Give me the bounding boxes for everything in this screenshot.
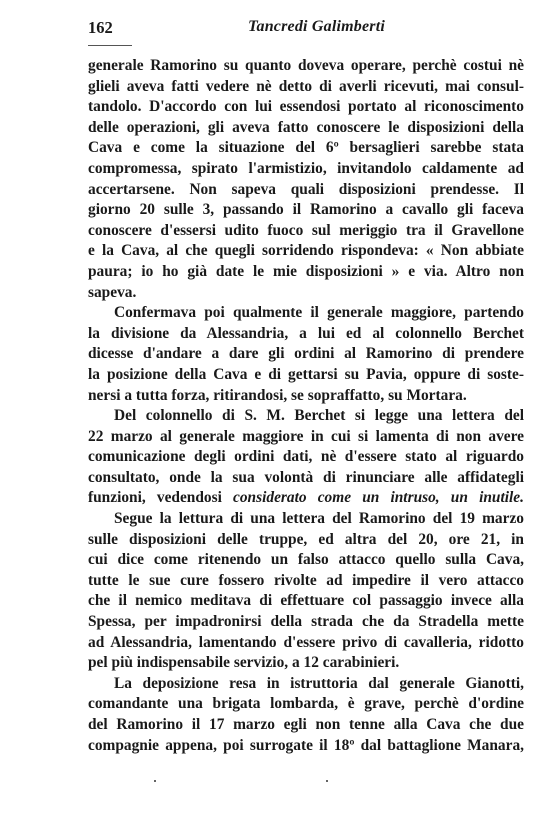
text-line xyxy=(88,488,524,509)
text-line-content: e la Cava, al che quegli sorridendo rispondeva: « Non abbiate xyxy=(88,242,524,260)
text-line-content: giorno 20 sulle 3, passando il Ramorino a cavallo gli faceva xyxy=(88,201,524,219)
text-line-content: ad Alessandria, lamentando d'essere privo di cavalleria, ridotto xyxy=(88,633,524,651)
text-line-content: sapeva. xyxy=(88,283,137,301)
text-line-content: Confermava poi qualmente il generale maggiore, partendo xyxy=(114,304,524,322)
text-line xyxy=(88,365,524,386)
text-line-content: tandolo. D'accordo con lui essendosi portato al riconoscimento xyxy=(88,98,524,116)
text-line xyxy=(88,427,524,448)
header-rule xyxy=(88,45,132,46)
text-line xyxy=(88,344,524,365)
body-text xyxy=(88,56,524,756)
text-line-content: delle operazioni, gli aveva fatto conoscere le disposizioni della xyxy=(88,118,524,136)
text-line-content: comunicazione degli ordini dati, nè d'essere stato al riguardo xyxy=(88,448,524,466)
text-line-content: dicesse d'andare a dare gli ordini al Ramorino di prendere xyxy=(88,345,524,363)
text-line xyxy=(88,97,524,118)
text-line xyxy=(88,159,524,180)
page-number: 162 xyxy=(88,18,113,37)
text-line xyxy=(88,241,524,262)
text-line-content: compromessa, spirato l'armistizio, invitandolo caldamente ad xyxy=(88,159,524,177)
text-line xyxy=(88,674,524,695)
text-line xyxy=(88,612,524,633)
text-line xyxy=(88,653,524,674)
text-line-content: la divisione da Alessandria, a lui ed al colonnello Berchet xyxy=(88,324,524,342)
text-line xyxy=(88,715,524,736)
text-line-content: consultato, onde la sua volontà di rinunciare alle affidategli xyxy=(88,468,524,486)
text-line xyxy=(88,180,524,201)
text-line xyxy=(88,694,524,715)
text-line-content: cui dice come ritenendo un falso attacco quello sulla Cava, xyxy=(88,551,524,569)
text-line-content: Segue la lettura di una lettera del Ramorino del 19 marzo xyxy=(114,510,524,528)
text-line xyxy=(88,550,524,571)
text-line xyxy=(88,468,524,489)
text-line-content: comandante una brigata lombarda, è grave, perchè d'ordine xyxy=(88,695,524,713)
text-line-content: 22 marzo al generale maggiore in cui si lamenta di non avere xyxy=(88,427,524,445)
print-speck xyxy=(326,780,328,782)
text-line xyxy=(88,303,524,324)
text-line xyxy=(88,262,524,283)
italic-phrase: considerato come un intruso, un inutile. xyxy=(233,489,524,507)
text-line xyxy=(88,283,524,304)
text-line xyxy=(88,324,524,345)
text-line xyxy=(88,530,524,551)
text-line xyxy=(88,447,524,468)
running-head: Tancredi Galimberti xyxy=(248,18,385,35)
text-line-content: sulle disposizioni delle truppe, ed altra del 20, ore 21, in xyxy=(88,530,524,548)
text-line-content: nersi a tutta forza, ritirandosi, se sopraffatto, su Mortara. xyxy=(88,386,467,404)
text-line xyxy=(88,571,524,592)
page-header xyxy=(88,18,520,44)
text-line-content: che il nemico meditava di effettuare col passaggio invece alla xyxy=(88,592,524,610)
text-line xyxy=(88,591,524,612)
text-line xyxy=(88,138,524,159)
text-line-content: del Ramorino il 17 marzo egli non tenne alla Cava che due xyxy=(88,716,524,733)
text-line-content: Del colonnello di S. M. Berchet si legge una lettera del xyxy=(114,407,524,425)
text-line xyxy=(88,77,524,98)
text-line-content: conoscere d'essersi udito fuoco sul meriggio tra il Gravellone xyxy=(88,221,524,239)
text-line-content: accertarsene. Non sapeva quali disposizioni prendesse. Il xyxy=(88,180,524,198)
text-line-content: generale Ramorino su quanto doveva operare, perchè costui nè xyxy=(88,57,524,74)
text-line-content: paura; io ho già date le mie disposizioni » e via. Altro non xyxy=(88,262,524,280)
text-line xyxy=(88,406,524,427)
text-line-content: glieli aveva fatti vedere nè detto di averli ricevuti, mai consul- xyxy=(88,77,524,95)
text-line xyxy=(88,386,524,407)
text-line-content: Spessa, per impadronirsi della strada che da Stradella mette xyxy=(88,613,524,631)
text-line xyxy=(88,200,524,221)
text-line-content: pel più indispensabile servizio, a 12 carabinieri. xyxy=(88,654,400,672)
text-line-content: la posizione della Cava e di gettarsi su Pavia, oppure di soste- xyxy=(88,365,524,383)
text-line xyxy=(88,509,524,530)
text-line-content: tutte le sue cure fossero rivolte ad impedire il vero attacco xyxy=(88,571,524,589)
text-line-content: compagnie appena, poi surrogate il 18º dal battaglione Manara, xyxy=(88,736,524,754)
text-line-content: funzioni, vedendosi xyxy=(88,489,234,507)
text-line xyxy=(88,56,524,77)
text-line-content: La deposizione resa in istruttoria dal generale Gianotti, xyxy=(114,674,524,692)
text-line xyxy=(88,736,524,757)
print-speck xyxy=(154,780,156,782)
text-line-content: Cava e come la situazione del 6º bersaglieri sarebbe stata xyxy=(88,139,524,157)
text-line xyxy=(88,221,524,242)
text-line xyxy=(88,118,524,139)
text-line xyxy=(88,633,524,654)
